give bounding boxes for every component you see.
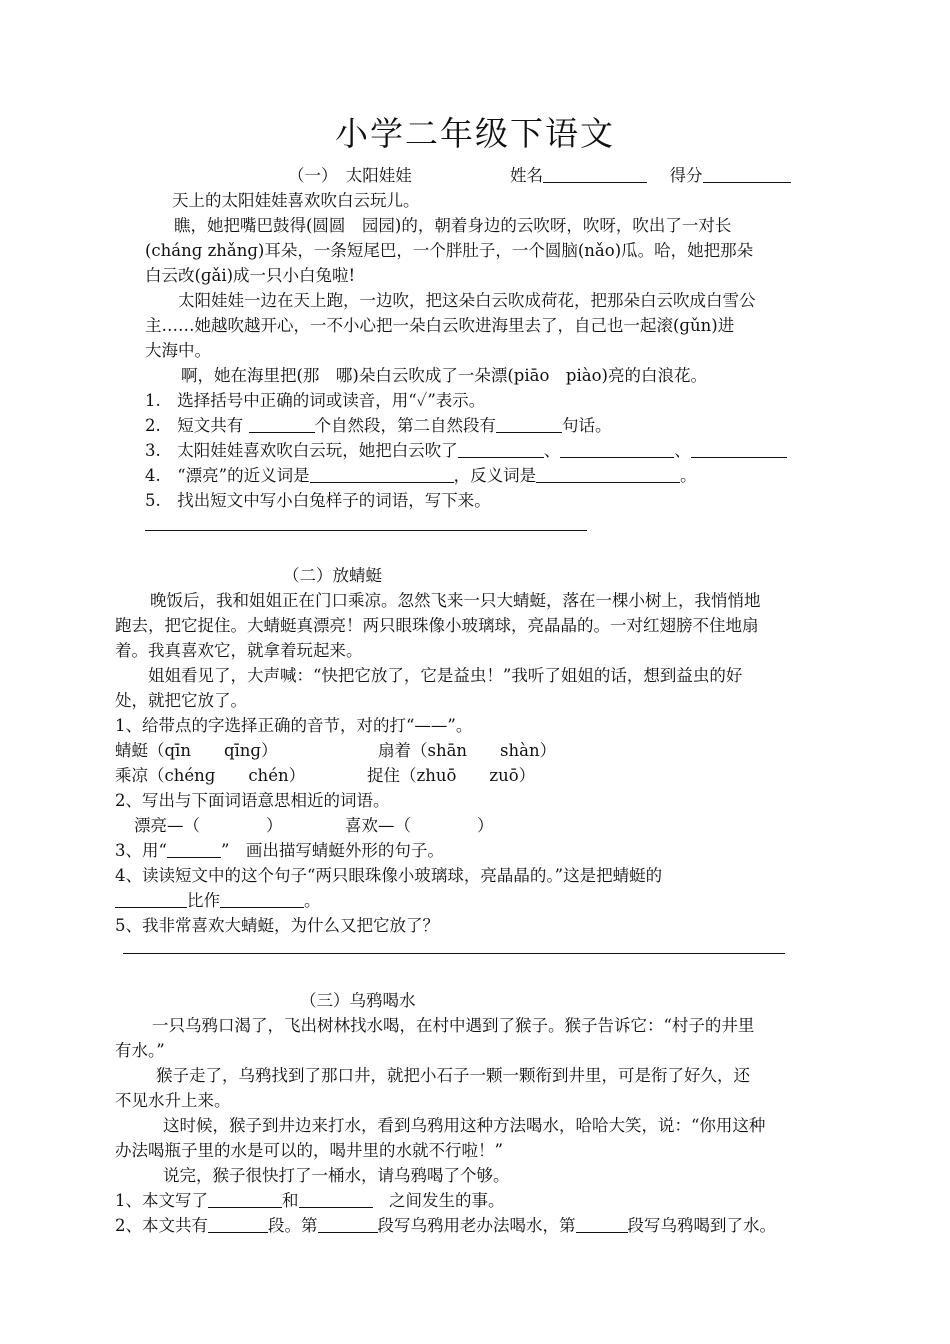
s3-q2-text-c: 段写乌鸦用老办法喝水，第 bbox=[377, 1216, 576, 1235]
s2-q2b: 喜欢—（ ） bbox=[345, 816, 494, 835]
name-blank[interactable] bbox=[543, 165, 647, 183]
score-label: 得分 bbox=[669, 166, 703, 185]
s1-p4: 啊，她在海里把(那 哪)朵白云吹成了一朵漂(piāo piào)亮的白浪花。 bbox=[181, 366, 707, 385]
s2-p1a: 晚饭后，我和姐姐正在门口乘凉。忽然飞来一只大蜻蜓，落在一棵小树上，我悄悄地 bbox=[150, 591, 761, 610]
s1-q3-sep-1: 、 bbox=[543, 441, 561, 460]
s1-q4-blank-1[interactable] bbox=[310, 465, 454, 483]
s2-q2: 2、写出与下面词语意思相近的词语。 bbox=[115, 791, 390, 810]
s2-p2b: 处，就把它放了。 bbox=[115, 691, 247, 710]
s1-p1: 天上的太阳娃娃喜欢吹白云玩儿。 bbox=[172, 191, 420, 210]
s1-p3b: 主……她越吹越开心，一不小心把一朵白云吹进海里去了，自己也一起滚(ɡǔn)进 bbox=[145, 316, 735, 335]
s3-heading: （三）乌鸦喝水 bbox=[300, 991, 416, 1010]
s1-answer-line[interactable] bbox=[145, 530, 587, 531]
s1-q3 bbox=[145, 438, 787, 463]
s2-q4-blank-2[interactable] bbox=[220, 890, 304, 908]
s3-q2-blank-1[interactable] bbox=[208, 1215, 268, 1233]
s2-q4-text-c: 。 bbox=[304, 891, 321, 910]
name-label: 姓名 bbox=[510, 166, 543, 185]
s2-opt1a: 蜻蜓（qīn qīnɡ） bbox=[115, 741, 278, 760]
s1-q2-text-b: 个自然段，第二自然段有 bbox=[314, 416, 496, 435]
s2-q3 bbox=[115, 838, 444, 863]
s1-q4-text-b: ，反义词是 bbox=[453, 466, 537, 485]
s1-p3a: 太阳娃娃一边在天上跑，一边吹，把这朵白云吹成荷花，把那朵白云吹成白雪公 bbox=[178, 291, 756, 310]
s3-q2-blank-2[interactable] bbox=[318, 1215, 378, 1233]
s2-q4b bbox=[115, 888, 321, 913]
page-title: 小学二年级下语文 bbox=[335, 114, 615, 153]
s2-p2a: 姐姐看见了，大声喊：“快把它放了，它是益虫！”我听了姐姐的话，想到益虫的好 bbox=[148, 666, 743, 685]
s2-p1c: 着。我真喜欢它，就拿着玩起来。 bbox=[115, 641, 363, 660]
s2-answer-line[interactable] bbox=[123, 953, 785, 954]
s3-q1-text-c: 之间发生的事。 bbox=[372, 1191, 505, 1210]
s1-q2-blank-2[interactable] bbox=[496, 415, 562, 433]
s3-q1-blank-1[interactable] bbox=[208, 1190, 282, 1208]
s3-q2-blank-3[interactable] bbox=[576, 1215, 628, 1233]
s2-heading: （二）放蜻蜓 bbox=[283, 566, 382, 585]
s1-q4-text-a: 4. “漂亮”的近义词是 bbox=[145, 466, 310, 485]
s2-q5: 5、我非常喜欢大蜻蜓，为什么又把它放了？ bbox=[115, 916, 439, 935]
s1-q4-blank-2[interactable] bbox=[536, 465, 680, 483]
s2-opt1b: 扇着（shān shàn） bbox=[378, 741, 557, 760]
s1-q2-text-c: 句话。 bbox=[562, 416, 612, 435]
s1-heading-text: （一） 太阳娃娃 bbox=[288, 166, 412, 185]
s1-q2-text-a: 2. 短文共有 bbox=[145, 416, 249, 435]
s3-p3a: 这时候，猴子到井边来打水，看到乌鸦用这种方法喝水，哈哈大笑，说：“你用这种 bbox=[163, 1116, 766, 1135]
s1-q2-blank-1[interactable] bbox=[249, 415, 315, 433]
s1-q3-blank-1[interactable] bbox=[458, 440, 544, 458]
s1-q4 bbox=[145, 463, 697, 488]
s3-p2b: 不见水升上来。 bbox=[115, 1091, 231, 1110]
s1-q2 bbox=[145, 413, 612, 438]
s1-p2a: 瞧，她把嘴巴鼓得(圆圆 园园)的，朝着身边的云吹呀，吹呀，吹出了一对长 bbox=[174, 216, 732, 235]
s1-q5: 5. 找出短文中写小白兔样子的词语，写下来。 bbox=[145, 491, 491, 510]
s3-q1-text-a: 1、本文写了 bbox=[115, 1191, 208, 1210]
s3-q2-text-d: 段写乌鸦喝到了水。 bbox=[627, 1216, 776, 1235]
s1-q3-text: 3. 太阳娃娃喜欢吹白云玩，她把白云吹了 bbox=[145, 441, 458, 460]
s1-p2c: 白云改(ɡǎi)成一只小白兔啦! bbox=[145, 266, 356, 285]
s1-q1: 1. 选择括号中正确的词或读音，用“✓”表示。 bbox=[145, 391, 486, 410]
s2-opt2b: 捉住（zhuō zuō） bbox=[367, 766, 536, 785]
score-blank[interactable] bbox=[703, 165, 791, 183]
s3-q2 bbox=[115, 1213, 776, 1238]
s2-q3-blank[interactable] bbox=[167, 840, 221, 858]
s1-heading bbox=[288, 163, 412, 188]
s1-p3c: 大海中。 bbox=[145, 341, 211, 360]
s3-q2-text-b: 段。第 bbox=[268, 1216, 318, 1235]
s3-q1-blank-2[interactable] bbox=[299, 1190, 373, 1208]
s3-p4: 说完，猴子很快打了一桶水，请乌鸦喝了个够。 bbox=[163, 1166, 510, 1185]
name-field bbox=[510, 163, 791, 188]
s3-q1 bbox=[115, 1188, 505, 1213]
s2-q3-text-b: ” 画出描写蜻蜓外形的句子。 bbox=[220, 841, 444, 860]
s3-p2a: 猴子走了，乌鸦找到了那口井，就把小石子一颗一颗衔到井里，可是衔了好久，还 bbox=[156, 1066, 750, 1085]
s3-p1a: 一只乌鸦口渴了，飞出树林找水喝，在村中遇到了猴子。猴子告诉它：“村子的井里 bbox=[152, 1016, 755, 1035]
s1-q3-sep-2: 、 bbox=[674, 441, 691, 460]
s2-q4a: 4、读读短文中的这个句子“两只眼珠像小玻璃球，亮晶晶的。”这是把蜻蜓的 bbox=[115, 866, 663, 885]
s3-p1b: 有水。” bbox=[115, 1041, 165, 1060]
s3-q1-text-b: 和 bbox=[282, 1191, 299, 1210]
s3-q2-text-a: 2、本文共有 bbox=[115, 1216, 208, 1235]
s2-q3-text-a: 3、用“ bbox=[115, 841, 167, 860]
s2-q1: 1、给带点的字选择正确的音节，对的打“——”。 bbox=[115, 716, 473, 735]
s2-q4-text-b: 比作 bbox=[187, 891, 220, 910]
s2-p1b: 跑去，把它捉住。大蜻蜓真漂亮！两只眼珠像小玻璃球，亮晶晶的。一对红翅膀不住地扇 bbox=[115, 616, 759, 635]
s3-p3b: 办法喝瓶子里的水是可以的，喝井里的水就不行啦！” bbox=[115, 1141, 503, 1160]
s2-q2a: 漂亮—（ ） bbox=[134, 816, 283, 835]
s1-q3-blank-2[interactable] bbox=[560, 440, 674, 458]
s2-opt2a: 乘凉（chénɡ chén） bbox=[115, 766, 306, 785]
s1-p2b: (chánɡ zhǎnɡ)耳朵，一条短尾巴，一个胖肚子，一个圆脑(nǎo)瓜。哈，她把那朵 bbox=[145, 241, 754, 260]
s1-q3-blank-3[interactable] bbox=[691, 440, 787, 458]
s1-q4-text-c: 。 bbox=[680, 466, 697, 485]
s2-q4-blank-1[interactable] bbox=[115, 890, 187, 908]
